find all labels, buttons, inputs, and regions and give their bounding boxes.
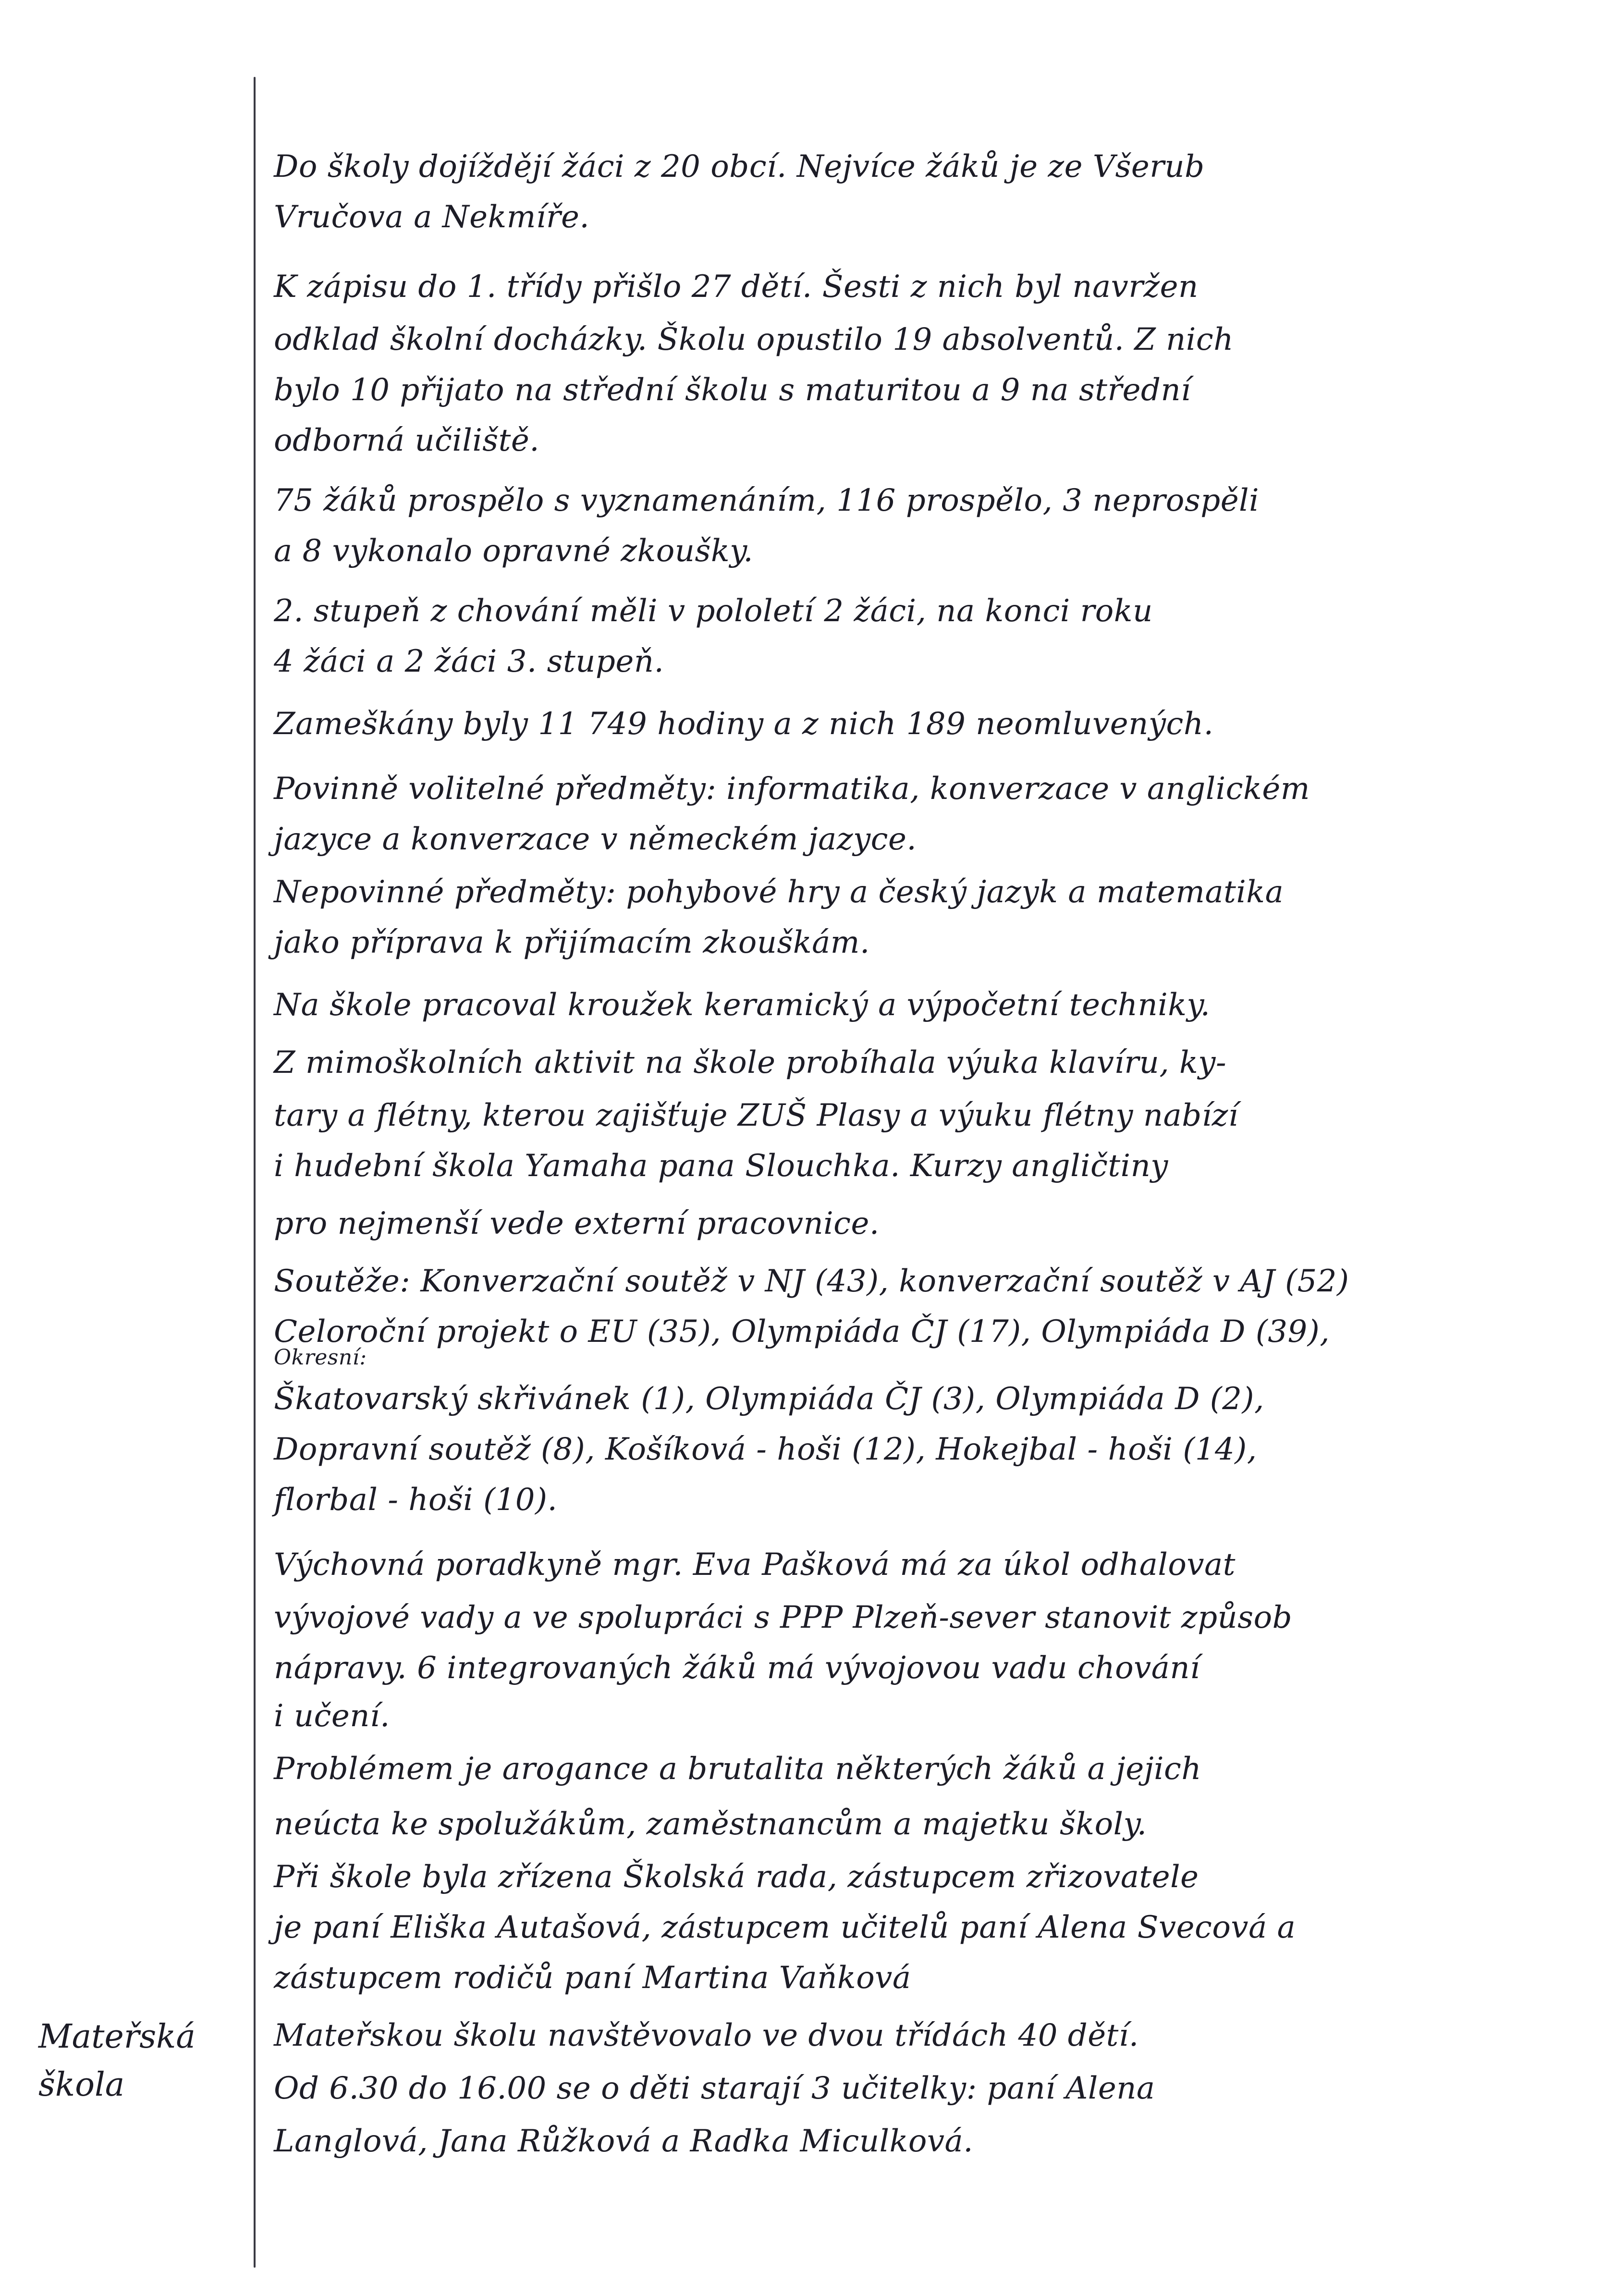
margin-note-line: škola (38, 2066, 125, 2104)
text-line: jazyce a konverzace v německém jazyce. (274, 822, 917, 857)
text-line: jako příprava k přijímacím zkouškám. (274, 925, 870, 960)
text-line: nápravy. 6 integrovaných žáků má vývojovou vadu chování (274, 1650, 1200, 1686)
text-line: Do školy dojíždějí žáci z 20 obcí. Nejvíce žáků je ze Všerub (274, 149, 1205, 184)
text-line: florbal - hoši (10). (274, 1482, 558, 1518)
text-line: a 8 vykonalo opravné zkoušky. (274, 533, 754, 569)
text-line: i hudební škola Yamaha pana Slouchka. Kurzy angličtiny (274, 1148, 1168, 1184)
text-line: Při škole byla zřízena Školská rada, zástupcem zřizovatele (274, 1859, 1199, 1895)
text-line: Dopravní soutěž (8), Košíková - hoši (12), Hokejbal - hoši (14), (274, 1432, 1257, 1467)
text-line: 75 žáků prospělo s vyznamenáním, 116 prospělo, 3 neprospěli (274, 483, 1260, 518)
text-line: tary a flétny, kterou zajišťuje ZUŠ Plasy a výuku flétny nabízí (274, 1098, 1238, 1133)
text-line: odklad školní docházky. Školu opustilo 19 absolventů. Z nich (274, 322, 1234, 357)
text-line: 4 žáci a 2 žáci 3. stupeň. (274, 644, 664, 679)
text-line: Škatovarský skřivánek (1), Olympiáda ČJ (3), Olympiáda D (2), (274, 1381, 1264, 1417)
text-line: Okresní: (274, 1345, 367, 1370)
text-line: bylo 10 přijato na střední školu s maturitou a 9 na střední (274, 372, 1191, 408)
text-line: Výchovná poradkyně mgr. Eva Pašková má za úkol odhalovat (274, 1547, 1236, 1583)
text-line: neúcta ke spolužákům, zaměstnancům a majetku školy. (274, 1806, 1147, 1842)
text-line: 2. stupeň z chování měli v pololetí 2 žáci, na konci roku (274, 593, 1153, 629)
text-line: Problémem je arogance a brutalita některých žáků a jejich (274, 1751, 1202, 1787)
text-line: Na škole pracoval kroužek keramický a výpočetní techniky. (274, 987, 1211, 1023)
text-line: Povinně volitelné předměty: informatika, konverzace v anglickém (274, 771, 1310, 807)
text-line: Celoroční projekt o EU (35), Olympiáda ČJ (17), Olympiáda D (39), (274, 1314, 1330, 1350)
margin-rule (254, 77, 256, 2268)
text-line: zástupcem rodičů paní Martina Vaňková (274, 1960, 911, 1996)
text-line: Zameškány byly 11 749 hodiny a z nich 189 neomluvených. (274, 706, 1214, 742)
text-line: Soutěže: Konverzační soutěž v NJ (43), konverzační soutěž v AJ (52) (274, 1264, 1349, 1299)
text-line: odborná učiliště. (274, 423, 540, 458)
text-line: vývojové vady a ve spolupráci s PPP Plzeň-sever stanovit způsob (274, 1600, 1293, 1635)
margin-note (38, 2013, 240, 2109)
text-line: K zápisu do 1. třídy přišlo 27 dětí. Šesti z nich byl navržen (274, 269, 1199, 305)
text-line: Od 6.30 do 16.00 se o děti starají 3 učitelky: paní Alena (274, 2071, 1155, 2106)
text-line: pro nejmenší vede externí pracovnice. (274, 1206, 880, 1241)
text-line: Mateřskou školu navštěvovalo ve dvou třídách 40 dětí. (274, 2018, 1139, 2053)
text-line: Z mimoškolních aktivit na škole probíhala výuka klavíru, ky- (274, 1045, 1227, 1080)
text-line: Vručova a Nekmíře. (274, 199, 590, 235)
text-line: Langlová, Jana Růžková a Radka Miculková. (274, 2124, 974, 2159)
text-line: je paní Eliška Autašová, zástupcem učitelů paní Alena Svecová a (274, 1910, 1296, 1945)
margin-note-line: Mateřská (38, 2018, 196, 2056)
text-line: Nepovinné předměty: pohybové hry a český jazyk a matematika (274, 874, 1284, 910)
text-line: i učení. (274, 1698, 390, 1734)
